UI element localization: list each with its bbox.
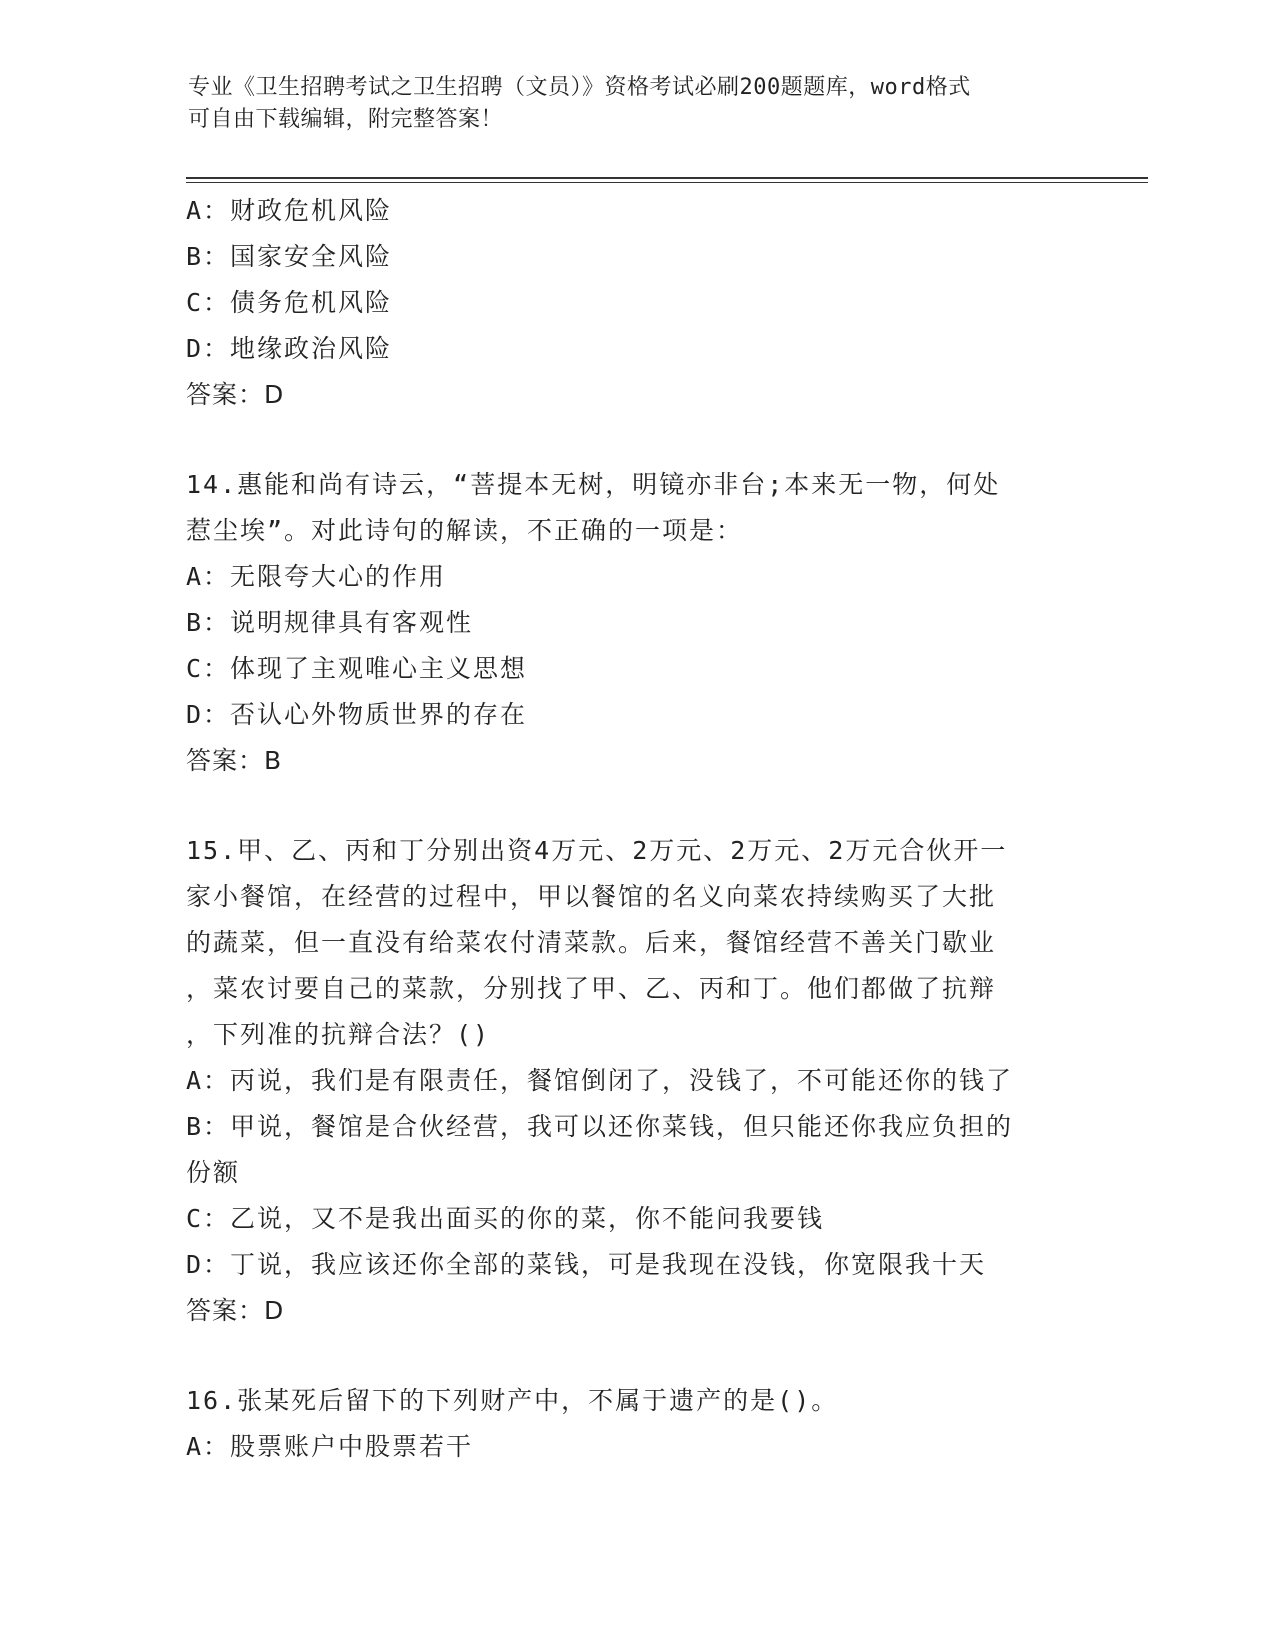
option-a: A：丙说，我们是有限责任，餐馆倒闭了，没钱了，不可能还你的钱了: [186, 1066, 1014, 1095]
option-b: B：国家安全风险: [186, 242, 393, 271]
question-text-line: 的蔬菜，但一直没有给菜农付清菜款。后来，餐馆经营不善关门歇业: [186, 928, 997, 957]
question-text-line: ，下列准的抗辩合法？(): [186, 1020, 491, 1049]
header-divider-thick: [186, 177, 1148, 179]
spacer: [186, 784, 1086, 828]
question-text-line: 15.甲、乙、丙和丁分别出资4万元、2万元、2万元、2万元合伙开一: [186, 836, 1008, 865]
question-text-line: 惹尘埃”。对此诗句的解读，不正确的一项是：: [186, 516, 744, 545]
question-text-line: 家小餐馆，在经营的过程中，甲以餐馆的名义向菜农持续购买了大批: [186, 882, 997, 911]
option-a: A：无限夸大心的作用: [186, 562, 447, 591]
header-line-2: 可自由下载编辑，附完整答案！: [188, 107, 504, 132]
option-d: D：地缘政治风险: [186, 334, 393, 363]
spacer: [186, 1334, 1086, 1378]
option-c: C：债务危机风险: [186, 288, 393, 317]
answer-line: 答案：B: [186, 746, 283, 775]
question-text-line: 16.张某死后留下的下列财产中，不属于遗产的是()。: [186, 1386, 839, 1415]
option-c: C：体现了主观唯心主义思想: [186, 654, 528, 683]
question-text-line: 14.惠能和尚有诗云，“菩提本无树，明镜亦非台;本来无一物，何处: [186, 470, 1001, 499]
question-15: [186, 828, 1086, 1334]
option-b-continued: 份额: [186, 1158, 241, 1187]
header-line-1: 专业《卫生招聘考试之卫生招聘（文员）》资格考试必刷200题题库，word格式: [188, 75, 971, 100]
option-a: A：财政危机风险: [186, 196, 393, 225]
spacer: [186, 418, 1086, 462]
option-a: A：股票账户中股票若干: [186, 1432, 474, 1461]
question-13: [186, 188, 1086, 418]
option-b: B：说明规律具有客观性: [186, 608, 474, 637]
header-divider-thin: [186, 182, 1148, 183]
option-c: C：乙说，又不是我出面买的你的菜，你不能问我要钱: [186, 1204, 825, 1233]
document-header: [188, 72, 1088, 136]
question-list: [186, 188, 1086, 1470]
option-d: D：丁说，我应该还你全部的菜钱，可是我现在没钱，你宽限我十天: [186, 1250, 987, 1279]
question-text-line: ，菜农讨要自己的菜款，分别找了甲、乙、丙和丁。他们都做了抗辩: [186, 974, 997, 1003]
question-16: [186, 1378, 1086, 1470]
option-b: B：甲说，餐馆是合伙经营，我可以还你菜钱，但只能还你我应负担的: [186, 1112, 1014, 1141]
answer-line: 答案：D: [186, 1296, 285, 1325]
option-d: D：否认心外物质世界的存在: [186, 700, 528, 729]
answer-line: 答案：D: [186, 380, 285, 409]
question-14: [186, 462, 1086, 784]
